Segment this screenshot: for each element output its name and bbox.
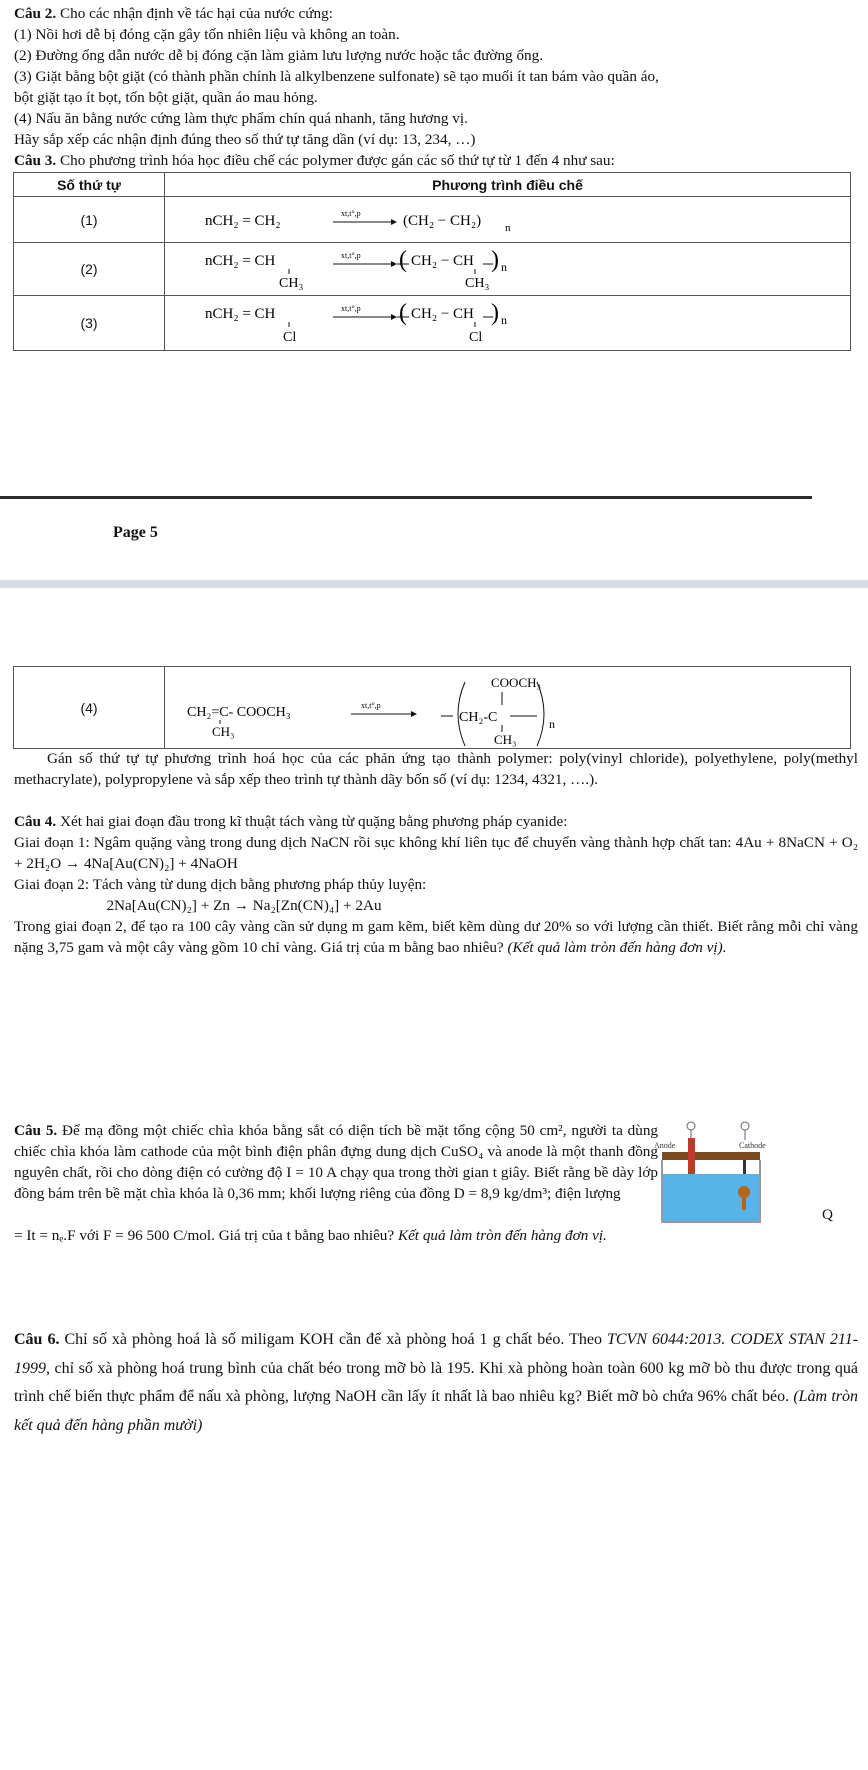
q4-stage2: Giai đoạn 2: Tách vàng từ dung dịch bằng phương pháp thủy luyện: xyxy=(14,876,427,893)
eq4-rparen xyxy=(537,682,544,746)
equation-3 xyxy=(165,296,851,351)
equation-3-svg xyxy=(165,296,845,350)
eq3-right: CH₂ − CH xyxy=(411,306,474,322)
eq1-arrowhead xyxy=(391,219,397,225)
col-equation-header: Phương trình điều chế xyxy=(165,173,851,197)
page-divider xyxy=(0,496,812,499)
equation-1-svg xyxy=(165,198,845,242)
cathode-label: Cathode xyxy=(739,1141,766,1150)
eq4-n: n xyxy=(549,716,555,731)
q5-body2: = It = nₑ.F với F = 96 500 C/mol. Giá trị của t bằng bao nhiêu? Kết quả làm tròn đến hàng đơn vị. xyxy=(14,1227,607,1244)
table-row xyxy=(14,296,851,351)
eq3-lparen: ( xyxy=(399,300,407,326)
eq4-sub: CH₃ xyxy=(212,723,235,739)
eq2-cond: xt,t°,p xyxy=(341,251,361,260)
eq2-right: CH₂ − CH xyxy=(411,253,474,269)
cathode-terminal-icon xyxy=(741,1122,749,1130)
eq4-arrowhead xyxy=(411,711,417,717)
table-row xyxy=(14,243,851,296)
eq4-top: COOCH₃ xyxy=(491,674,542,690)
eq4-bottom: CH₃ xyxy=(494,731,517,747)
equation-4-svg xyxy=(165,668,845,748)
q4-equation: 2Na[Au(CN)₂] + Zn → Na₂[Zn(CN)₄] + 2Au xyxy=(106,897,382,914)
electrolysis-figure xyxy=(652,1118,772,1236)
equation-table-continued xyxy=(13,666,851,749)
equation-2 xyxy=(165,243,851,296)
table-row xyxy=(14,197,851,243)
eq2-rparen: ) xyxy=(491,247,499,273)
eq2-arrowhead xyxy=(391,261,397,267)
anode-terminal-icon xyxy=(687,1122,695,1130)
row-number: (2) xyxy=(14,243,165,296)
eq3-rparen: ) xyxy=(491,300,499,326)
eq3-sub-right: Cl xyxy=(469,330,483,345)
q5-body: Câu 5. Để mạ đồng một chiếc chìa khóa bằng sắt có diện tích bề mặt tổng cộng 50 cm², người ta dùng chiếc chìa khóa làm cathode của một bình điện phân đựng dung dịch CuSO₄ và anode là một thanh đồng nguyên chất, rồi cho dòng điện có cường độ I = 10 A chạy qua trong thời gian t giây. Biết rằng bề dày lớp đồng bám trên bề mặt chìa khóa là 0,36 mm; khối lượng riêng của đồng D = 8,9 kg/dm³; điện lượng xyxy=(14,1122,659,1202)
eq2-lparen: ( xyxy=(399,247,407,273)
q2-item-3: (3) Giặt bằng bột giặt (có thành phần chính là alkylbenzene sulfonate) sẽ tạo muối ít tan bám vào quần áo, xyxy=(14,68,659,85)
q4-stage1: Giai đoạn 1: Ngâm quặng vàng trong dung dịch NaCN rồi sục không khí liên tục để chuyển vàng thành hợp chất tan: 4Au + 8NaCN + O₂ + 2H₂O → 4Na[Au(CN)₂] + 4NaOH xyxy=(14,834,858,872)
eq4-mid: CH₂-C xyxy=(459,709,498,725)
row-number: (1) xyxy=(14,197,165,243)
anode-label: Anode xyxy=(654,1141,676,1150)
eq1-left: nCH₂ = CH₂ xyxy=(205,212,281,229)
q5-q-letter: Q xyxy=(822,1206,833,1223)
q2-task: Hãy sắp xếp các nhận định đúng theo số thứ tự tăng dần (ví dụ: 13, 234, …) xyxy=(14,131,476,148)
q3-task: Gán số thứ tự tự phương trình hoá học của các phản ứng tạo thành polymer: poly(vinyl chloride), polyethylene, poly(methyl methacrylate), polypropylene và sắp xếp theo trình tự thành dãy bốn số (ví dụ: 1234, 4321, ….). xyxy=(14,750,858,788)
q4-intro: Câu 4. Xét hai giai đoạn đầu trong kĩ thuật tách vàng từ quặng bằng phương pháp cyanide: xyxy=(14,813,568,830)
row-number: (4) xyxy=(14,667,165,749)
eq2-left: nCH₂ = CH xyxy=(205,253,276,269)
q2-item-1: (1) Nồi hơi dễ bị đóng cặn gây tốn nhiên liệu và không an toàn. xyxy=(14,26,400,43)
q3-intro: Câu 3. Cho phương trình hóa học điều chế các polymer được gán các số thứ tự từ 1 đến 4 như sau: xyxy=(14,152,615,169)
wires xyxy=(691,1130,745,1140)
equation-1 xyxy=(165,197,851,243)
equation-table xyxy=(13,172,851,351)
eq3-cond: xt,t°,p xyxy=(341,304,361,313)
eq2-sub: CH₃ xyxy=(279,276,304,291)
eq3-left: nCH₂ = CH xyxy=(205,306,276,322)
eq4-cond: xt,t°,p xyxy=(361,700,381,710)
page-label: Page 5 xyxy=(113,524,158,541)
eq1-n: n xyxy=(505,221,511,234)
q2-item-4: (4) Nấu ăn bằng nước cứng làm thực phẩm chín quá nhanh, tăng hương vị. xyxy=(14,110,468,127)
q2-intro: Câu 2. Cho các nhận định về tác hại của nước cứng: xyxy=(14,5,333,22)
eq3-n: n xyxy=(501,313,507,327)
eq2-sub-right: CH₃ xyxy=(465,276,490,291)
support-bar xyxy=(662,1152,760,1160)
page-gap-band xyxy=(0,580,868,588)
row-number: (3) xyxy=(14,296,165,351)
col-order-header: Số thứ tự xyxy=(14,173,165,197)
eq1-cond: xt,t°,p xyxy=(341,208,361,218)
eq1-right: (CH₂ − CH₂) xyxy=(403,212,482,229)
table-row xyxy=(14,667,851,749)
eq2-n: n xyxy=(501,260,507,274)
eq3-arrowhead xyxy=(391,314,397,320)
q2-item-3-cont: bột giặt tạo ít bọt, tốn bột giặt, quần áo mau hỏng. xyxy=(14,89,318,106)
q2-item-2: (2) Đường ống dẫn nước dễ bị đóng cặn làm giảm lưu lượng nước hoặc tắc đường ống. xyxy=(14,47,544,64)
eq3-sub: Cl xyxy=(283,330,297,345)
equation-4 xyxy=(165,667,851,749)
eq4-left: CH₂=C- COOCH₃ xyxy=(187,704,291,720)
q6-body: Câu 6. Chỉ số xà phòng hoá là số miligam KOH cần để xà phòng hoá 1 g chất béo. Theo TCVN 6044:2013. CODEX STAN 211-1999, chỉ số xà phòng hoá trung bình của chất béo trong mỡ bò là 195. Khi xà phòng hoàn toàn 600 kg mỡ bò thu được trong quá trình chế biến thực phẩm để nấu xà phòng, lượng NaOH cần lấy ít nhất là bao nhiêu kg? Biết mỡ bò chứa 96% chất béo. (Làm tròn kết quả đến hàng phần mười) xyxy=(14,1331,859,1434)
q4-body: Trong giai đoạn 2, để tạo ra 100 cây vàng cần sử dụng m gam kẽm, biết kẽm dùng dư 20% so với lượng cần thiết. Biết rằng mỗi chỉ vàng nặng 3,75 gam và một cây vàng gồm 10 chỉ vàng. Giá trị của m bằng bao nhiêu? (Kết quả làm tròn đến hàng đơn vị). xyxy=(14,918,858,956)
equation-2-svg xyxy=(165,243,845,295)
key-shaft xyxy=(742,1196,746,1210)
key-holder xyxy=(743,1160,746,1176)
